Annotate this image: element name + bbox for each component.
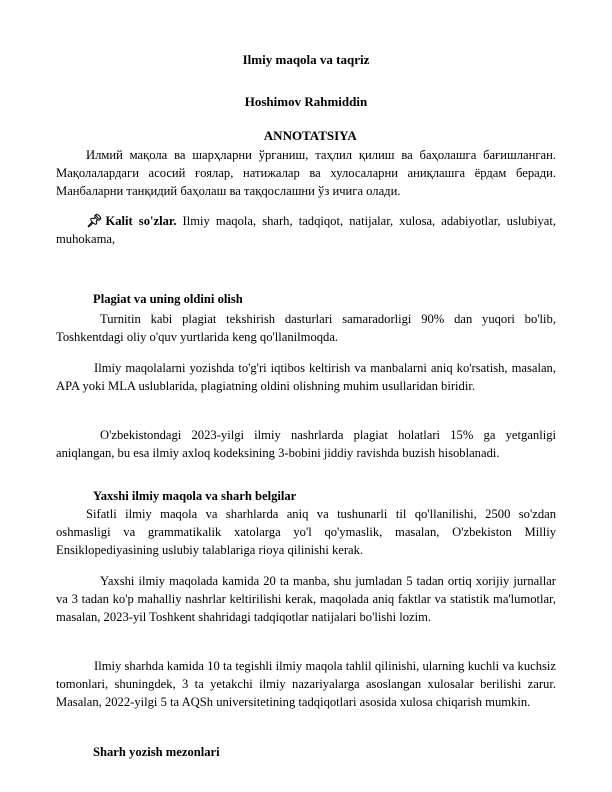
- keywords-text: Ilmiy maqola, sharh, tadqiqot, natijalar, xulosa, adabiyotlar, uslubiyat, muhokama,: [56, 214, 556, 246]
- author-name: Hoshimov Rahmiddin: [244, 94, 368, 109]
- document-title: Ilmiy maqola va taqriz: [242, 52, 370, 67]
- annotation-heading-label: ANNOTATSIYA: [259, 128, 353, 143]
- section-heading-yaxshi: Yaxshi ilmiy maqola va sharh belgilar: [93, 489, 297, 503]
- yaxshi-paragraph-3: Ilmiy sharhda kamida 10 ta tegishli ilmiy maqola tahlil qilinishi, ularning kuchli va kuchsiz tomonlari, shuningdek, 3 ta yetakchi ilmiy nazariyalarga asoslangan xulosalar berilishi zarur. Masalan, 2022-yilgi 5 ta AQSh universitetining tadqiqotlari asosida xulosa chiqarish mumkin.: [56, 659, 556, 709]
- plagiat-paragraph-2: Ilmiy maqolalarni yozishda to'g'ri iqtibos keltirish va manbalarni aniq ko'rsatish, masalan, APA yoki MLA uslublarida, plagiatning oldini olishning muhim usullaridan biridir.: [56, 361, 556, 393]
- yaxshi-paragraph-1: Sifatli ilmiy maqola va sharhlarda aniq va tushunarli til qo'llanilishi, 2500 so'zdan oshmasligi va grammatikalik xatolarga yo'l qo'ymaslik, masalan, O'zbekiston Milliy Ensiklopediyasining uslubiy talablariga rioya qilinishi kerak.: [56, 507, 556, 557]
- plagiat-paragraph-1: Turnitin kabi plagiat tekshirish dasturlari samaradorligi 90% dan yuqori bo'lib, Toshkentdagi oliy o'quv yurtlarida keng qo'llanilmoqda.: [56, 312, 556, 344]
- bullet-icon: [255, 131, 264, 143]
- pin-icon: 📌︎: [86, 213, 106, 228]
- annotation-text: Илмий мақола ва шарҳларни ўрганиш, таҳлил қилиш ва баҳолашга бағишланган. Мақолалардаги асосий ғоялар, натижалар ва хулосаларни аниқлашга ёрдам беради. Манбаларни танқидий баҳолаш ва тақqослашни ўз ичига олади.: [56, 148, 556, 198]
- annotation-heading: [0, 128, 612, 144]
- yaxshi-paragraph-2: Yaxshi ilmiy maqolada kamida 20 ta manba, shu jumladan 5 tadan ortiq xorijiy jurnallar va 3 tadan ko'p mahalliy nashrlar keltirilishi kerak, maqolada aniq faktlar va statistik ma'lumotlar, masalan, 2023-yil Toshkent shahridagi tadqiqotlar natijalari bo'lishi lozim.: [56, 574, 556, 624]
- plagiat-paragraph-3: O'zbekistondagi 2023-yilgi ilmiy nashrlarda plagiat holatlari 15% ga yetganligi aniqlangan, bu esa ilmiy axloq kodeksining 3-bobini jiddiy ravishda buzish hisoblanadi.: [56, 428, 556, 460]
- keywords-paragraph: [56, 212, 556, 248]
- section-heading-plagiat: Plagiat va uning oldini olish: [93, 292, 243, 306]
- section-heading-sharh: Sharh yozish mezonlari: [93, 745, 220, 759]
- keywords-label: Kalit so'zlar.: [105, 214, 177, 228]
